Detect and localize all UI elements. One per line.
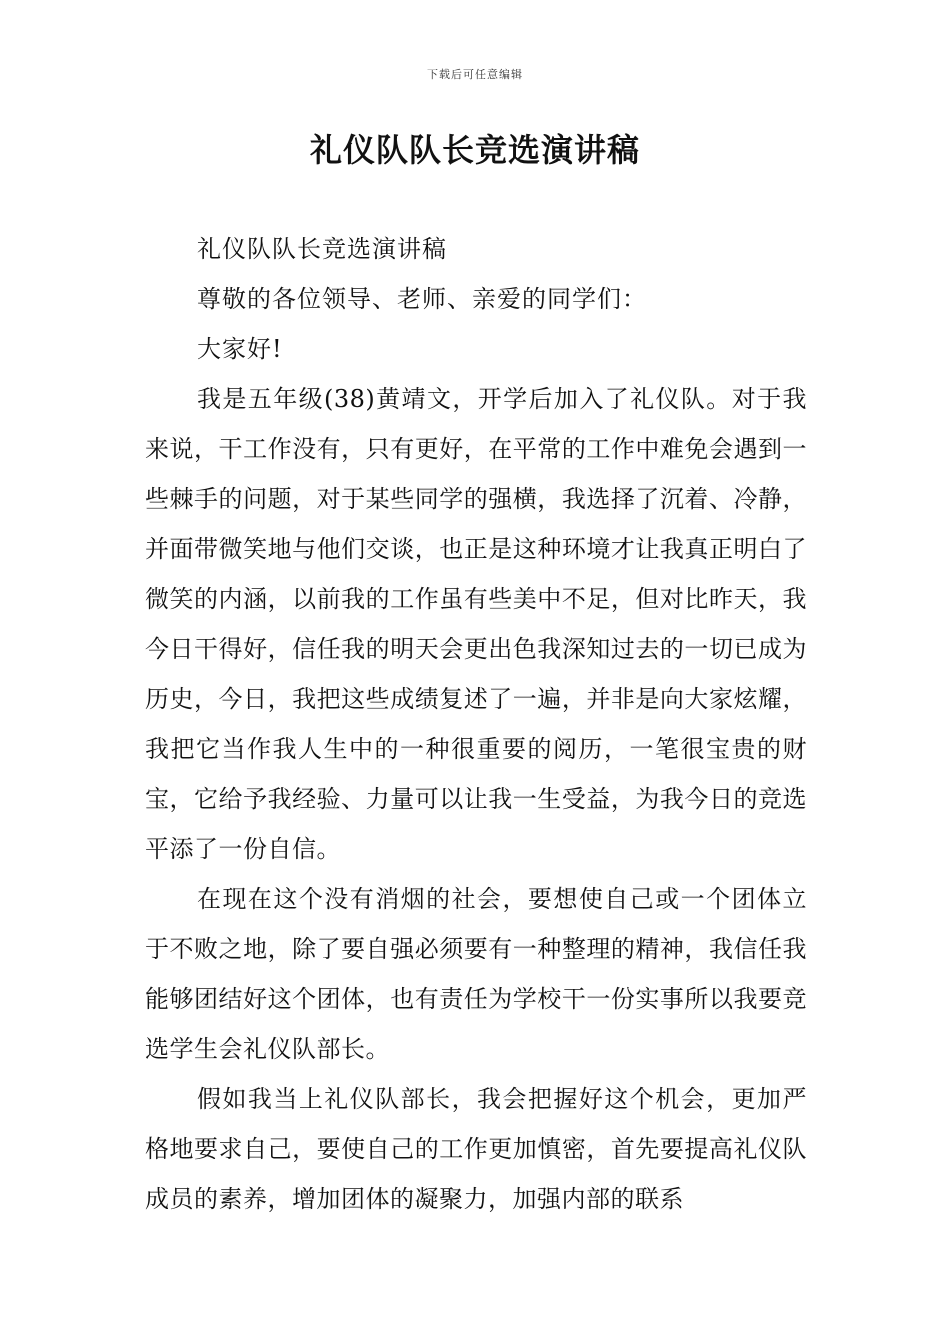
paragraph-body: 假如我当上礼仪队部长，我会把握好这个机会，更加严格地要求自己，要使自己的工作更加慎密，首先要提高礼仪队成员的素养，增加团体的凝聚力，加强内部的联系 <box>145 1085 807 1213</box>
paragraph-salutation: 尊敬的各位领导、老师、亲爱的同学们： <box>197 285 647 313</box>
document-title: 礼仪队队长竞选演讲稿 <box>309 131 640 169</box>
header-note: 下载后可任意编辑 <box>427 68 523 81</box>
document-body <box>145 224 807 1224</box>
paragraph-subtitle: 礼仪队队长竞选演讲稿 <box>197 235 447 263</box>
paragraph-greeting: 大家好! <box>197 335 283 363</box>
paragraph-body: 我是五年级(38)黄靖文，开学后加入了礼仪队。对于我来说，干工作没有，只有更好，在平常的工作中难免会遇到一些棘手的问题，对于某些同学的强横，我选择了沉着、冷静，并面带微笑地与他们交谈，也正是这种环境才让我真正明白了微笑的内涵，以前我的工作虽有些美中不足，但对比昨天，我今日干得好，信任我的明天会更出色我深知过去的一切已成为历史，今日，我把这些成绩复述了一遍，并非是向大家炫耀，我把它当作我人生中的一种很重要的阅历，一笔很宝贵的财宝，它给予我经验、力量可以让我一生受益，为我今日的竞选平添了一份自信。 <box>145 385 807 863</box>
paragraph-body: 在现在这个没有消烟的社会，要想使自己或一个团体立于不败之地，除了要自强必须要有一种整理的精神，我信任我能够团结好这个团体，也有责任为学校干一份实事所以我要竞选学生会礼仪队部长。 <box>145 885 807 1063</box>
